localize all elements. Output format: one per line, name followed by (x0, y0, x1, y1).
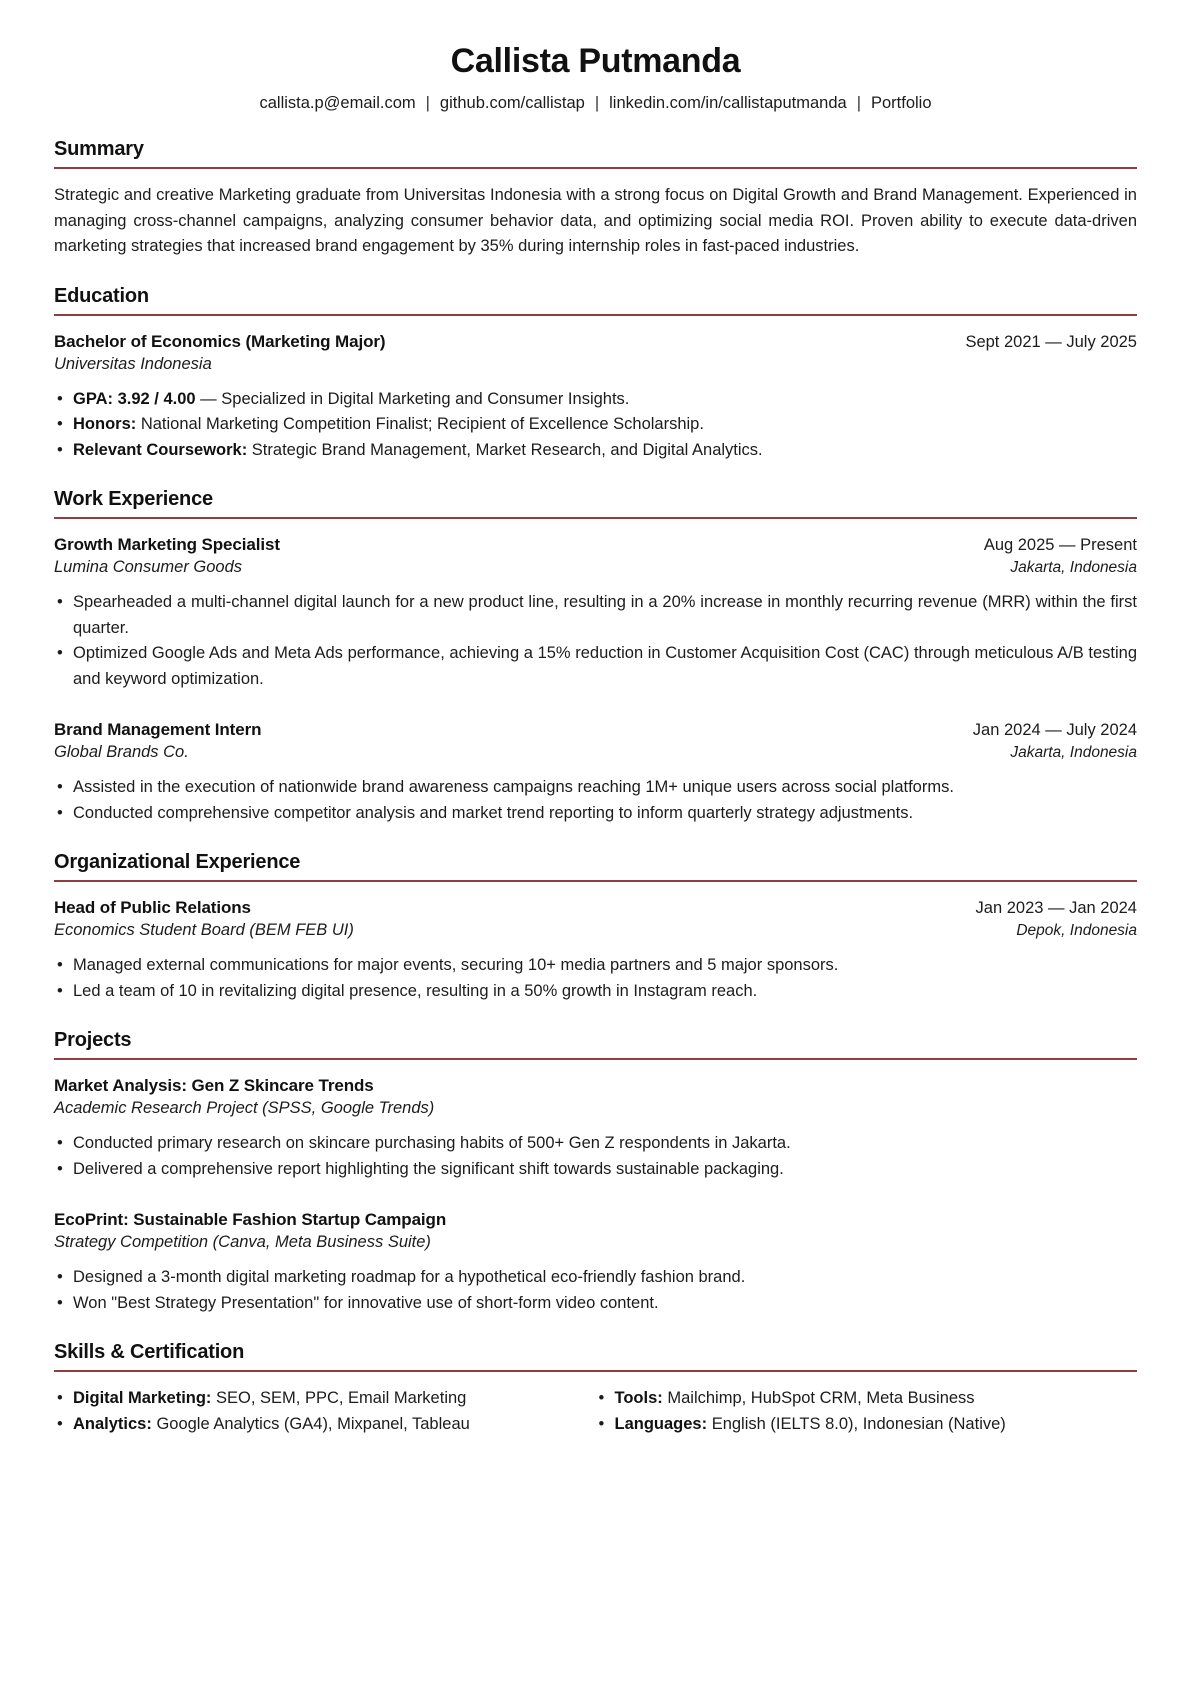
skills-list-right (596, 1386, 1138, 1437)
resume-name: Callista Putmanda (450, 42, 741, 80)
project-entry (54, 1210, 1137, 1316)
skill-category-label: Analytics: (73, 1414, 152, 1433)
bullet-text: Conducted primary research on skincare purchasing habits of 500+ Gen Z respondents in Jakarta. (73, 1134, 791, 1152)
project-bullet-list (54, 1265, 1137, 1316)
contact-email[interactable]: callista.p@email.com (259, 94, 416, 112)
job-dates: Jan 2024 — July 2024 (972, 721, 1137, 739)
section-projects (54, 1029, 1137, 1316)
bullet-text: Optimized Google Ads and Meta Ads performance, achieving a 15% reduction in Customer Acquisition Cost (CAC) through meticulous A/B testing and keyword optimization. (73, 644, 1137, 688)
job-title: Growth Marketing Specialist (54, 535, 280, 554)
skill-list-text: SEO, SEM, PPC, Email Marketing (211, 1389, 467, 1407)
job-dates: Aug 2025 — Present (983, 536, 1137, 554)
job-bullet-list (54, 775, 1137, 826)
section-summary (54, 138, 1137, 260)
project-title: Market Analysis: Gen Z Skincare Trends (54, 1076, 374, 1095)
bullet-lead: GPA: 3.92 / 4.00 (73, 389, 196, 408)
org-dates: Jan 2023 — Jan 2024 (975, 899, 1137, 917)
education-school: Universitas Indonesia (54, 354, 212, 373)
section-organizational-experience (54, 851, 1137, 1004)
education-bullet (54, 412, 1137, 438)
org-entry (54, 898, 1137, 1004)
bullet-text: Won "Best Strategy Presentation" for innovative use of short-form video content. (73, 1293, 659, 1312)
job-location: Jakarta, Indonesia (1010, 744, 1137, 761)
project-bullet (54, 1291, 1137, 1317)
project-bullet (54, 1265, 1137, 1291)
skill-category-label: Digital Marketing: (73, 1389, 212, 1407)
skill-category-label: Languages: (614, 1414, 708, 1433)
job-bullet (54, 641, 1137, 692)
education-entry (54, 332, 1137, 464)
contact-separator: | (425, 94, 430, 112)
education-bullet-list (54, 387, 1137, 464)
skills-column-right (596, 1386, 1138, 1437)
skills-columns (54, 1386, 1137, 1437)
work-heading: Work Experience (54, 488, 1137, 519)
project-bullet (54, 1131, 1137, 1157)
contact-separator: | (594, 94, 600, 112)
org-bullet (54, 953, 1137, 979)
skill-item (54, 1412, 596, 1438)
bullet-text: Led a team of 10 in revitalizing digital presence, resulting in a 50% growth in Instagram reach. (73, 981, 758, 1000)
job-bullet-list (54, 590, 1137, 692)
contact-portfolio[interactable]: Portfolio (870, 94, 932, 112)
bullet-text: Delivered a comprehensive report highlighting the significant shift towards sustainable packaging. (73, 1159, 784, 1178)
job-entry (54, 720, 1137, 826)
education-dates: Sept 2021 — July 2025 (965, 332, 1137, 351)
bullet-text: Designed a 3-month digital marketing roadmap for a hypothetical eco-friendly fashion brand. (73, 1268, 746, 1286)
contact-github[interactable]: github.com/callistap (439, 94, 585, 112)
project-subtitle: Strategy Competition (Canva, Meta Business Suite) (54, 1233, 431, 1251)
job-bullet (54, 775, 1137, 801)
org-bullet-list (54, 953, 1137, 1004)
education-bullet (54, 387, 1137, 413)
job-entry (54, 535, 1137, 692)
contact-line (54, 94, 1137, 113)
bullet-lead: Relevant Coursework: (73, 440, 248, 459)
org-location: Depok, Indonesia (1016, 922, 1137, 939)
bullet-text: Managed external communications for major events, securing 10+ media partners and 5 major sponsors. (73, 956, 839, 974)
job-bullet (54, 801, 1137, 827)
org-name: Economics Student Board (BEM FEB UI) (54, 921, 354, 939)
section-skills (54, 1341, 1137, 1437)
skills-list-left (54, 1386, 596, 1437)
projects-heading: Projects (54, 1029, 1137, 1060)
bullet-text: Assisted in the execution of nationwide brand awareness campaigns reaching 1M+ unique users across social platforms. (73, 778, 954, 796)
section-work-experience (54, 488, 1137, 826)
job-company: Global Brands Co. (54, 743, 189, 761)
project-bullet (54, 1157, 1137, 1183)
bullet-text: National Marketing Competition Finalist; Recipient of Excellence Scholarship. (136, 415, 704, 433)
contact-linkedin[interactable]: linkedin.com/in/callistaputmanda (609, 94, 847, 112)
org-role: Head of Public Relations (54, 898, 251, 917)
contact-separator: | (856, 94, 861, 112)
section-education (54, 285, 1137, 464)
bullet-text: Strategic Brand Management, Market Research, and Digital Analytics. (247, 440, 763, 459)
bullet-text: Conducted comprehensive competitor analysis and market trend reporting to inform quarterly strategy adjustments. (73, 803, 914, 822)
job-title: Brand Management Intern (54, 720, 262, 739)
education-heading: Education (54, 285, 1137, 316)
skill-list-text: English (IELTS 8.0), Indonesian (Native) (707, 1414, 1006, 1433)
summary-text: Strategic and creative Marketing graduate from Universitas Indonesia with a strong focus on Digital Growth and Brand Management. Experienced in managing cross-channel campaigns, analyzing consumer behavior data, and optimizing social media ROI. Proven ability to execute data-driven marketing strategies that increased brand engagement by 35% during internship roles in fast-paced industries. (54, 186, 1137, 255)
skill-item (54, 1386, 596, 1412)
organizational-heading: Organizational Experience (54, 851, 1137, 882)
job-bullet (54, 590, 1137, 641)
org-bullet (54, 979, 1137, 1005)
skill-item (596, 1412, 1138, 1438)
project-title: EcoPrint: Sustainable Fashion Startup Campaign (54, 1210, 447, 1229)
skill-list-text: Google Analytics (GA4), Mixpanel, Tableau (151, 1414, 470, 1433)
project-subtitle: Academic Research Project (SPSS, Google Trends) (54, 1099, 435, 1117)
skill-item (596, 1386, 1138, 1412)
education-bullet (54, 438, 1137, 464)
project-entry (54, 1076, 1137, 1182)
bullet-text: Spearheaded a multi-channel digital launch for a new product line, resulting in a 20% increase in monthly recurring revenue (MRR) within the first quarter. (73, 593, 1137, 637)
job-location: Jakarta, Indonesia (1010, 559, 1137, 576)
skill-list-text: Mailchimp, HubSpot CRM, Meta Business (662, 1389, 975, 1407)
job-company: Lumina Consumer Goods (54, 558, 243, 576)
project-bullet-list (54, 1131, 1137, 1182)
education-degree: Bachelor of Economics (Marketing Major) (54, 331, 386, 351)
skill-category-label: Tools: (614, 1389, 663, 1407)
skills-heading: Skills & Certification (54, 1341, 1137, 1372)
bullet-text: — Specialized in Digital Marketing and Consumer Insights. (195, 389, 630, 408)
bullet-lead: Honors: (73, 415, 137, 433)
summary-heading: Summary (54, 138, 1137, 169)
skills-column-left (54, 1386, 596, 1437)
